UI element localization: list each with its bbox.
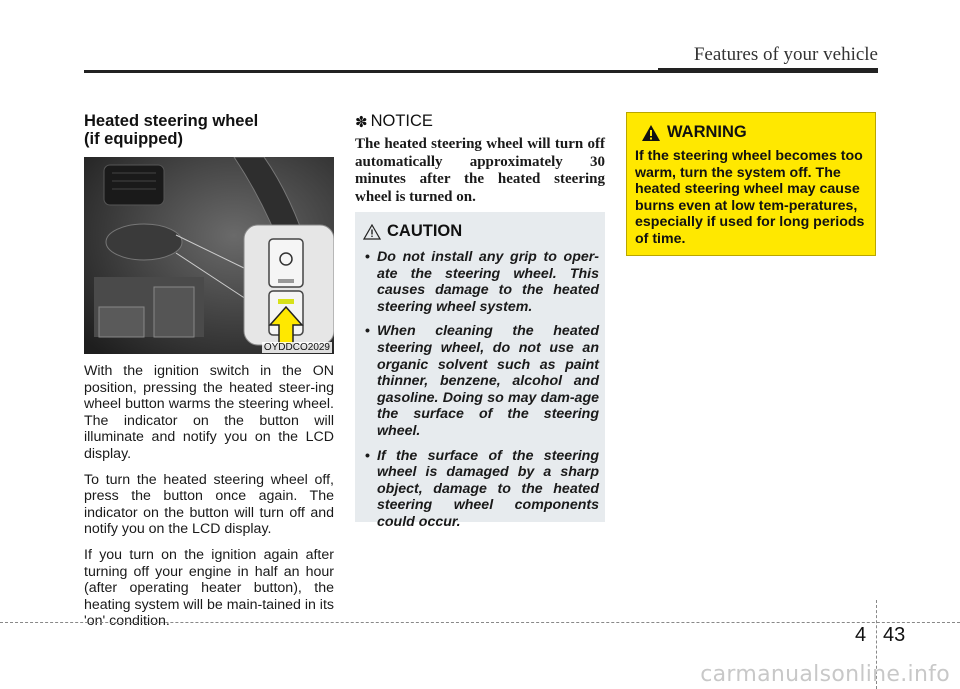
- warning-triangle-icon: [641, 124, 661, 142]
- running-header: Features of your vehicle: [693, 44, 878, 65]
- section-title: Heated steering wheel (if equipped): [84, 112, 259, 148]
- notice-star-icon: ✽: [355, 113, 368, 131]
- warning-header: [635, 123, 867, 142]
- notice-title-text: NOTICE: [370, 112, 433, 130]
- steering-wheel-illustration: [84, 157, 334, 354]
- notice-section: [355, 112, 605, 206]
- notice-title: [355, 112, 605, 131]
- warning-box: [626, 112, 876, 256]
- body-paragraph-3: If you turn on the ignition again after turning off your engine in half an hour (after operating heater button), the heating system will be main-tained in its 'on' condition.: [84, 546, 334, 630]
- body-paragraph-2: To turn the heated steering wheel off, press the button once again. The indicator on the button will turn off and notify you on the LCD display.: [84, 471, 334, 538]
- caution-box: [355, 212, 605, 530]
- caution-triangle-icon: [363, 224, 381, 240]
- column-left: [84, 112, 334, 630]
- caution-item: • If the surface of the steering wheel is damaged by a sharp object, damage to the heated steering wheel components could occur.: [365, 447, 599, 530]
- notice-body: The heated steering wheel will turn off automatically approximately 30 minutes after the heated steering wheel is turned on.: [355, 136, 605, 205]
- body-paragraph-1: With the ignition switch in the ON position, pressing the heated steer-ing wheel button warms the steering wheel. The indicator on the button will illuminate and notify you on the LCD display.: [84, 363, 334, 462]
- figure-caption: OYDDCO2029: [263, 342, 330, 353]
- caution-item: • When cleaning the heated steering wheel, do not use an organic solvent such as paint thinner, benzene, alcohol and gasoline. Doing so may dam-age the surface of the steering wheel.: [365, 323, 599, 439]
- warning-title: WARNING: [667, 123, 747, 141]
- caution-header: [363, 222, 599, 241]
- chapter-number: 4: [855, 624, 867, 646]
- steering-wheel-figure: [84, 157, 334, 354]
- warning-body: If the steering wheel becomes too warm, turn the system off. The heated steering wheel may cause burns even at low tem-peratures, especially if used for long periods of time.: [635, 148, 865, 247]
- caution-list: [365, 249, 599, 531]
- watermark: carmanualsonline.info: [700, 662, 950, 687]
- caution-title: CAUTION: [387, 222, 463, 240]
- footer-rule: [0, 622, 960, 623]
- caution-item: • Do not install any grip to oper-ate the steering wheel. This causes damage to the heated steering wheel system.: [365, 249, 599, 315]
- header-rule-accent: [658, 68, 878, 73]
- page-number: 43: [883, 624, 906, 646]
